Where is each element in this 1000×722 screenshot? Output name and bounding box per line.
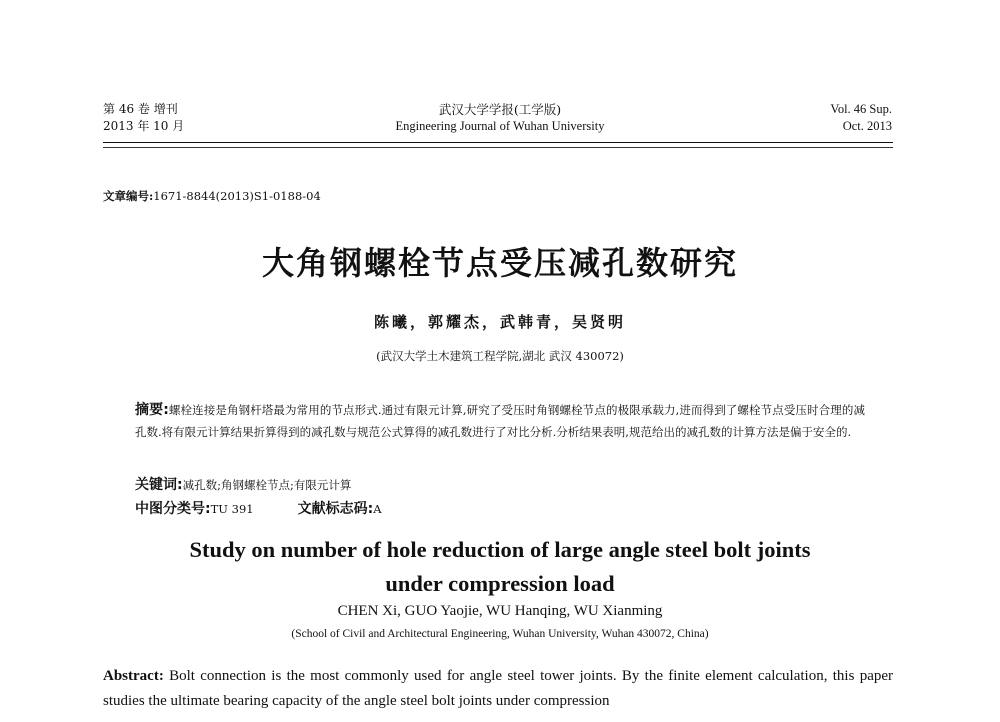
article-number: [103, 188, 321, 204]
abstract-cn: [135, 399, 865, 443]
clc-label: 中图分类号:: [135, 501, 211, 517]
keywords-cn-text: 减孔数;角钢螺栓节点;有限元计算: [182, 478, 352, 492]
keywords-cn: [135, 474, 351, 494]
paper-title-cn: 大角钢螺栓节点受压减孔数研究: [261, 244, 738, 282]
journal-name-cn: 武汉大学学报(工学版): [438, 102, 562, 117]
header-right: [830, 101, 892, 135]
affiliation-cn: (武汉大学土木建筑工程学院,湖北 武汉 430072): [376, 349, 624, 363]
paper-title-en: Study on number of hole reduction of large angle steel bolt joints under compression load: [189, 537, 811, 596]
keywords-cn-label: 关键词:: [135, 477, 183, 493]
authors-en: CHEN Xi, GUO Yaojie, WU Hanqing, WU Xianming: [337, 603, 663, 619]
volume-en: Vol. 46 Sup.: [830, 102, 892, 116]
clc-value: TU 391: [210, 502, 254, 516]
abstract-en-label: Abstract:: [103, 668, 164, 684]
header-rule-top: [103, 142, 893, 143]
article-number-value: 1671-8844(2013)S1-0188-04: [153, 189, 321, 203]
article-number-label: 文章编号:: [103, 189, 154, 203]
abstract-cn-text: 螺栓连接是角钢杆塔最为常用的节点形式.通过有限元计算,研究了受压时角钢螺栓节点的极限承载力,进而得到了螺栓节点受压时合理的减孔数.将有限元计算结果折算得到的减孔数与规范公式算得的减孔数进行了对比分析.分析结果表明,规范给出的减孔数的计算方法是偏于安全的.: [135, 403, 865, 439]
header-rule-bottom: [103, 147, 893, 148]
date-en: Oct. 2013: [842, 119, 892, 133]
journal-name-en: Engineering Journal of Wuhan University: [395, 119, 605, 133]
abstract-cn-label: 摘要:: [135, 402, 169, 418]
abstract-en: [103, 664, 893, 714]
classification-line: [135, 498, 382, 518]
abstract-en-text: Bolt connection is the most commonly used for angle steel tower joints. By the finite element calculation, this paper studies the ultimate bearing capacity of the angle steel bolt joints under compression: [103, 668, 893, 709]
date-cn: 2013 年 10 月: [103, 119, 185, 133]
doc-code-value: A: [373, 502, 382, 516]
affiliation-en: (School of Civil and Architectural Engineering, Wuhan University, Wuhan 430072, China): [291, 628, 709, 640]
doc-code-label: 文献标志码:: [297, 501, 374, 517]
volume-cn: 第 46 卷 增刊: [103, 102, 178, 116]
authors-cn: 陈曦，郭耀杰，武韩青，吴贤明: [373, 313, 626, 331]
